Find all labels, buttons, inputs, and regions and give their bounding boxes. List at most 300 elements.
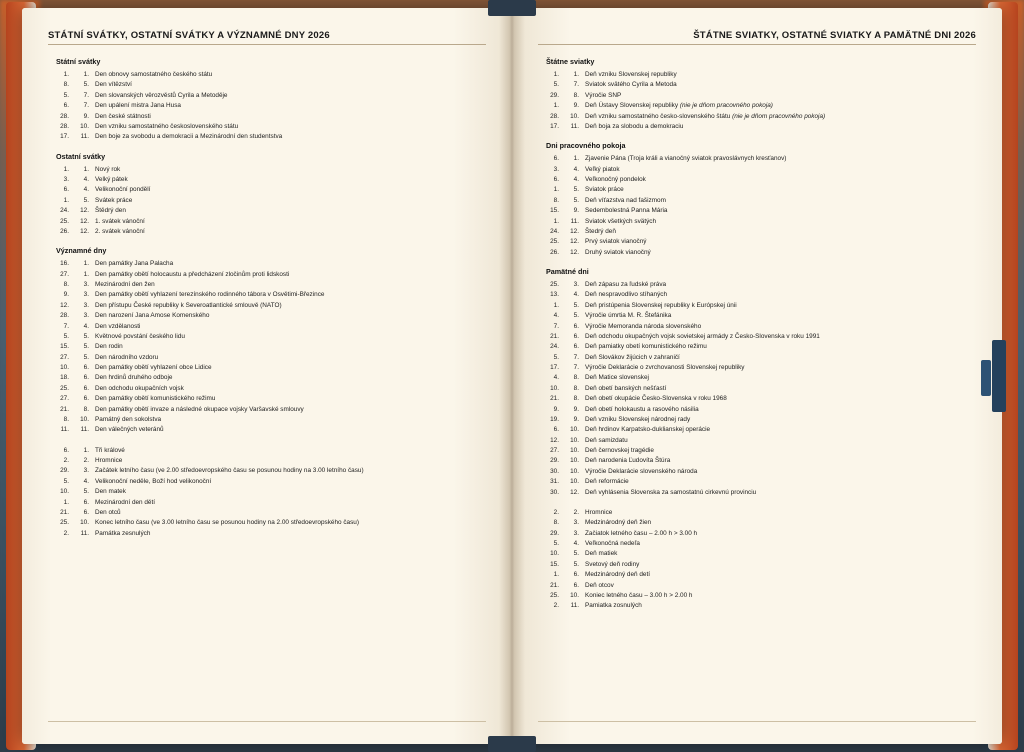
entry-day: 21. <box>60 508 69 516</box>
entry-month: 8. <box>573 395 579 403</box>
entry-month: 12. <box>570 238 579 246</box>
entry-label: Deň víťazstva nad fašizmom <box>585 196 666 204</box>
entry-day: 26. <box>550 248 559 256</box>
entry-label: Hromnice <box>585 508 613 516</box>
right-bottom-divider <box>538 721 976 722</box>
entry-day: 5. <box>63 91 69 99</box>
holiday-entry <box>546 373 976 383</box>
right-page-title: ŠTÁTNE SVIATKY, OSTATNÉ SVIATKY A PAMÄTNÉ DNI 2026 <box>693 30 976 41</box>
holiday-entry <box>56 185 486 195</box>
entry-day: 24. <box>550 227 559 235</box>
entry-label: Den přístupu České republiky k Severoatlantické smlouvě (NATO) <box>95 301 282 309</box>
holiday-entry <box>56 301 486 311</box>
entry-day: 2. <box>553 508 559 516</box>
holiday-entry <box>546 581 976 591</box>
entry-day: 8. <box>63 81 69 89</box>
entry-label: Začátek letního času (ve 2.00 středoevropského času se posunou hodiny na 3.00 letního času) <box>95 467 364 475</box>
entry-day: 6. <box>63 446 69 454</box>
entry-day: 1. <box>553 571 559 579</box>
entry-label: Výročie Deklarácie o zvrchovanosti Slovenskej republiky <box>585 364 745 371</box>
entry-label: Velikonoční pondělí <box>95 186 151 194</box>
entry-label: Mezinárodní den dětí <box>95 498 156 506</box>
entry-month: 2. <box>573 508 579 516</box>
entry-day: 29. <box>60 467 69 475</box>
entry-month: 3. <box>573 281 579 288</box>
holiday-entry <box>546 601 976 611</box>
holiday-entry <box>56 394 486 404</box>
holiday-entry <box>546 384 976 394</box>
entry-day: 26. <box>60 227 69 235</box>
holiday-entry <box>56 165 486 175</box>
entry-month: 3. <box>83 281 89 288</box>
entry-label: Den památky obětí komunistického režimu <box>95 395 216 403</box>
entry-label: Štědrý den <box>95 207 126 215</box>
entry-label: Svátek práce <box>95 196 133 204</box>
entry-month: 10. <box>570 112 579 120</box>
entry-month: 12. <box>570 227 579 235</box>
entry-label: Deň narodenia Ľudovíta Štúra <box>585 457 671 465</box>
holiday-entry <box>546 477 976 487</box>
entry-label: Deň vyhlásenia Slovenska za samostatnú cirkevnú provinciu <box>585 488 757 496</box>
entry-month: 11. <box>570 122 579 130</box>
entry-label: Deň matiek <box>585 550 618 558</box>
left-title-divider <box>48 44 486 45</box>
holiday-entry <box>546 154 976 164</box>
holiday-list <box>56 259 486 435</box>
entry-label: Veľkonočná nedeľa <box>585 540 640 547</box>
holiday-entry <box>546 301 976 311</box>
entry-day: 18. <box>60 374 69 382</box>
entry-day: 1. <box>553 301 559 309</box>
holiday-entry <box>56 270 486 280</box>
entry-month: 5. <box>83 332 89 340</box>
holiday-entry <box>56 196 486 206</box>
entry-day: 31. <box>550 478 559 486</box>
entry-month: 5. <box>83 81 89 89</box>
open-book-pages <box>22 8 1002 744</box>
holiday-entry <box>546 415 976 425</box>
holiday-entry <box>56 280 486 290</box>
entry-day: 15. <box>60 343 69 351</box>
entry-month: 10. <box>570 591 579 599</box>
left-bottom-divider <box>48 721 486 722</box>
section-heading: Dni pracovného pokoja <box>546 141 626 151</box>
entry-label: Deň hrdinov Karpatsko-duklianskej operácie <box>585 426 711 434</box>
entry-day: 8. <box>553 196 559 204</box>
entry-day: 6. <box>553 176 559 183</box>
entry-month: 11. <box>570 217 579 225</box>
entry-label: Veľkonočný pondelok <box>585 176 646 183</box>
entry-month: 1. <box>83 71 89 78</box>
holiday-entry <box>56 122 486 132</box>
entry-day: 8. <box>63 281 69 288</box>
entry-day: 10. <box>60 364 69 371</box>
entry-month: 4. <box>83 322 89 330</box>
entry-label: Den vítězství <box>95 81 132 89</box>
entry-label: Výročie úmrtia M. R. Štefánika <box>585 312 672 320</box>
section-gap <box>538 498 976 508</box>
entry-month: 6. <box>573 581 579 589</box>
holiday-entry <box>56 373 486 383</box>
entry-day: 30. <box>550 467 559 475</box>
entry-label: Hromnice <box>95 457 123 464</box>
entry-label: Den rodin <box>95 343 123 351</box>
holiday-entry <box>546 488 976 498</box>
entry-month: 6. <box>573 343 579 351</box>
holiday-entry <box>546 237 976 247</box>
entry-label: Památka zesnulých <box>95 529 151 537</box>
entry-month: 9. <box>573 102 579 110</box>
entry-day: 15. <box>550 560 559 568</box>
entry-label: Deň otcov <box>585 581 614 589</box>
entry-month: 3. <box>83 312 89 320</box>
entry-label: Medzinárodný deň žien <box>585 519 652 527</box>
entry-month: 3. <box>573 519 579 527</box>
entry-month: 4. <box>573 165 579 173</box>
entry-month: 5. <box>573 301 579 309</box>
holiday-entry <box>56 466 486 476</box>
holiday-entry <box>546 353 976 363</box>
entry-month: 12. <box>570 248 579 256</box>
holiday-entry <box>546 363 976 373</box>
entry-label: Den matek <box>95 488 126 496</box>
holiday-entry <box>546 322 976 332</box>
holiday-entry <box>546 227 976 237</box>
entry-month: 6. <box>573 571 579 579</box>
holiday-entry <box>56 175 486 185</box>
entry-day: 28. <box>550 112 559 120</box>
entry-month: 9. <box>573 405 579 413</box>
entry-label: Deň odchodu okupačných vojsk sovietskej armády z Česko-Slovenska v roku 1991 <box>585 332 820 340</box>
entry-month: 8. <box>83 405 89 413</box>
entry-month: 6. <box>83 395 89 403</box>
holiday-entry <box>56 353 486 363</box>
entry-month: 10. <box>80 122 89 130</box>
entry-day: 21. <box>550 581 559 589</box>
entry-day: 29. <box>550 91 559 99</box>
entry-note: (nie je dňom pracovného pokoja) <box>732 112 826 120</box>
entry-day: 6. <box>63 102 69 110</box>
entry-label: Deň vzniku samostatného česko-slovenského štátu (nie je dňom pracovného pokoja) <box>585 112 826 120</box>
entry-day: 5. <box>553 81 559 89</box>
entry-day: 2. <box>553 602 559 610</box>
holiday-entry <box>546 342 976 352</box>
entry-day: 1. <box>553 186 559 194</box>
entry-label: Sedembolestná Panna Mária <box>585 207 668 215</box>
entry-label: Den české státnosti <box>95 112 151 120</box>
holiday-entry <box>546 467 976 477</box>
entry-day: 6. <box>63 186 69 194</box>
holiday-entry <box>546 446 976 456</box>
entry-month: 7. <box>573 81 579 89</box>
entry-label: Deň nespravodlivo stíhaných <box>585 291 668 299</box>
holiday-entry <box>56 508 486 518</box>
entry-day: 21. <box>60 405 69 413</box>
entry-label: Den odchodu okupačních vojsk <box>95 384 184 392</box>
entry-day: 10. <box>550 550 559 558</box>
entry-label: Den otců <box>95 508 121 516</box>
entry-label: Zjavenie Pána (Troja králi a vianočný sviatok pravoslávnych kresťanov) <box>585 155 787 163</box>
entry-month: 8. <box>573 384 579 392</box>
holiday-entry <box>56 290 486 300</box>
right-title-divider <box>538 44 976 45</box>
holiday-entry <box>546 206 976 216</box>
entry-day: 4. <box>553 374 559 382</box>
entry-month: 7. <box>83 102 89 110</box>
entry-day: 6. <box>553 155 559 163</box>
entry-label: Výročie SNP <box>585 91 622 99</box>
holiday-entry <box>546 217 976 227</box>
holiday-entry <box>546 508 976 518</box>
entry-month: 12. <box>80 217 89 225</box>
entry-label: Prvý sviatok vianočný <box>585 238 647 246</box>
holiday-entry <box>546 122 976 132</box>
entry-day: 1. <box>553 102 559 110</box>
entry-month: 1. <box>83 446 89 454</box>
entry-day: 16. <box>60 260 69 268</box>
entry-day: 21. <box>550 395 559 403</box>
entry-day: 25. <box>60 217 69 225</box>
entry-label: Deň černovskej tragédie <box>585 447 654 454</box>
holiday-entry <box>546 248 976 258</box>
entry-month: 10. <box>570 447 579 454</box>
entry-month: 10. <box>570 467 579 475</box>
section-gap <box>48 436 486 446</box>
entry-label: Den památky Jana Palacha <box>95 260 174 268</box>
entry-month: 6. <box>83 364 89 371</box>
entry-label: Začiatok letného času – 2.00 h > 3.00 h <box>585 529 698 537</box>
holiday-list <box>56 165 486 238</box>
entry-day: 7. <box>63 322 69 330</box>
holiday-entry <box>56 518 486 528</box>
left-page-title: STÁTNÍ SVÁTKY, OSTATNÍ SVÁTKY A VÝZNAMNÉ DNY 2026 <box>48 30 330 41</box>
entry-day: 27. <box>60 395 69 403</box>
entry-label: Výročie Deklarácie slovenského národa <box>585 467 698 475</box>
entry-label: Štedrý deň <box>585 227 616 235</box>
holiday-entry <box>546 290 976 300</box>
holiday-entry <box>56 91 486 101</box>
holiday-entry <box>56 332 486 342</box>
section-heading: Pamätné dni <box>546 267 589 276</box>
entry-day: 1. <box>553 71 559 78</box>
entry-label: Den památky obětí holocaustu a předcházení zločinům proti lidskosti <box>95 270 290 278</box>
holiday-entry <box>546 175 976 185</box>
entry-day: 24. <box>60 207 69 215</box>
holiday-entry <box>546 280 976 290</box>
entry-month: 1. <box>83 165 89 173</box>
entry-month: 3. <box>573 529 579 537</box>
entry-day: 25. <box>60 384 69 392</box>
entry-month: 1. <box>573 155 579 163</box>
entry-month: 6. <box>83 384 89 392</box>
entry-month: 8. <box>573 91 579 99</box>
holiday-entry <box>56 132 486 142</box>
holiday-entry <box>56 405 486 415</box>
entry-label: Koniec letného času – 3.00 h > 2.00 h <box>585 591 693 599</box>
entry-day: 25. <box>60 519 69 527</box>
entry-month: 11. <box>80 426 89 434</box>
entry-month: 4. <box>573 176 579 183</box>
entry-month: 3. <box>83 301 89 309</box>
entry-day: 5. <box>63 477 69 485</box>
holiday-entry <box>56 101 486 111</box>
entry-day: 11. <box>60 426 69 434</box>
holiday-entry <box>546 456 976 466</box>
entry-day: 3. <box>553 165 559 173</box>
entry-day: 12. <box>60 301 69 309</box>
entry-day: 8. <box>63 415 69 423</box>
holiday-entry <box>56 259 486 269</box>
holiday-entry <box>56 425 486 435</box>
entry-month: 7. <box>573 353 579 361</box>
entry-label: 1. svátek vánoční <box>95 217 145 225</box>
holiday-entry <box>546 80 976 90</box>
holiday-entry <box>546 394 976 404</box>
entry-label: Deň obetí banských nešťastí <box>585 384 667 392</box>
entry-note: (nie je dňom pracovného pokoja) <box>679 102 773 110</box>
entry-label: Sviatok všetkých svätých <box>585 217 657 225</box>
holiday-entry <box>546 311 976 321</box>
entry-day: 27. <box>550 447 559 454</box>
holiday-entry <box>546 549 976 559</box>
entry-label: Nový rok <box>95 165 121 173</box>
entry-month: 5. <box>83 196 89 204</box>
holiday-entry <box>56 112 486 122</box>
holiday-entry <box>546 591 976 601</box>
entry-day: 1. <box>63 165 69 173</box>
entry-month: 6. <box>83 508 89 516</box>
entry-label: Den slovanských věrozvěstů Cyrila a Metoděje <box>95 91 228 99</box>
holiday-entry <box>546 425 976 435</box>
holiday-list <box>56 446 486 539</box>
entry-day: 1. <box>63 498 69 506</box>
entry-month: 12. <box>80 207 89 215</box>
entry-label: Den válečných veteránů <box>95 426 164 434</box>
section-heading: Štátne sviatky <box>546 57 595 66</box>
entry-day: 21. <box>550 332 559 340</box>
entry-month: 12. <box>80 227 89 235</box>
holiday-entry <box>546 112 976 122</box>
entry-label: Deň reformácie <box>585 478 629 486</box>
entry-label: Veľký piatok <box>585 165 620 173</box>
entry-day: 24. <box>550 343 559 351</box>
entry-label: Den památky obětí vyhlazení obce Lidice <box>95 364 212 371</box>
section-heading: Významné dny <box>56 246 107 256</box>
entry-day: 1. <box>553 217 559 225</box>
holiday-entry <box>546 196 976 206</box>
entry-label: Velikonoční neděle, Boží hod velikonoční <box>95 477 212 485</box>
entry-day: 17. <box>550 364 559 371</box>
entry-day: 10. <box>550 384 559 392</box>
entry-label: Den památky obětí vyhlazení terezínského rodinného tábora v Osvětimi-Březince <box>95 291 325 299</box>
entry-month: 9. <box>573 415 579 423</box>
entry-day: 5. <box>553 353 559 361</box>
entry-day: 27. <box>60 353 69 361</box>
holiday-entry <box>56 477 486 487</box>
entry-label: Svetový deň rodiny <box>585 560 640 568</box>
entry-month: 4. <box>83 477 89 485</box>
entry-label: Deň boja za slobodu a demokraciu <box>585 122 684 130</box>
entry-day: 30. <box>550 488 559 496</box>
entry-month: 1. <box>573 71 579 78</box>
holiday-list <box>546 70 976 132</box>
holiday-entry <box>546 539 976 549</box>
entry-month: 9. <box>573 207 579 215</box>
entry-label: Den obnovy samostatného českého státu <box>95 71 213 78</box>
holiday-entry <box>56 498 486 508</box>
entry-label: Druhý sviatok vianočný <box>585 248 651 256</box>
entry-month: 4. <box>83 186 89 194</box>
entry-month: 8. <box>573 374 579 382</box>
holiday-entry <box>56 456 486 466</box>
entry-month: 5. <box>573 312 579 320</box>
holiday-entry <box>546 436 976 446</box>
elastic-band <box>992 340 1006 412</box>
entry-label: Velký pátek <box>95 176 128 183</box>
holiday-list <box>546 154 976 258</box>
holiday-entry <box>546 529 976 539</box>
bottom-closure-strap <box>488 736 536 752</box>
entry-label: Den národního vzdoru <box>95 353 159 361</box>
entry-label: Mezinárodní den žen <box>95 281 155 288</box>
entry-day: 28. <box>60 112 69 120</box>
entry-month: 5. <box>573 560 579 568</box>
holiday-entry <box>56 206 486 216</box>
entry-month: 10. <box>570 426 579 434</box>
entry-label: Den památky obětí invaze a následné okupace vojsky Varšavské smlouvy <box>95 405 304 413</box>
holiday-entry <box>56 487 486 497</box>
holiday-entry <box>546 570 976 580</box>
left-page-sections <box>48 57 486 539</box>
entry-label: Den upálení mistra Jana Husa <box>95 102 181 110</box>
entry-month: 5. <box>573 550 579 558</box>
entry-day: 1. <box>63 196 69 204</box>
holiday-entry <box>56 446 486 456</box>
holiday-entry <box>56 217 486 227</box>
holiday-entry <box>56 70 486 80</box>
holiday-entry <box>546 185 976 195</box>
holiday-entry <box>56 311 486 321</box>
holiday-entry <box>56 227 486 237</box>
entry-label: Den boje za svobodu a demokracii a Mezinárodní den studentstva <box>95 133 283 141</box>
entry-month: 10. <box>570 457 579 465</box>
holiday-entry <box>56 80 486 90</box>
entry-label: Konec letního času (ve 3.00 letního času se posunou hodiny na 2.00 středoevropského času) <box>95 519 359 527</box>
top-closure-strap <box>488 0 536 16</box>
entry-month: 12. <box>570 488 579 496</box>
entry-day: 9. <box>63 291 69 299</box>
entry-label: Deň samizdatu <box>585 436 628 444</box>
entry-month: 4. <box>573 540 579 547</box>
entry-month: 4. <box>83 176 89 183</box>
section-heading: Státní svátky <box>56 57 101 66</box>
entry-day: 27. <box>60 270 69 278</box>
holiday-entry <box>56 529 486 539</box>
holiday-entry <box>56 363 486 373</box>
holiday-entry <box>546 518 976 528</box>
entry-day: 25. <box>550 281 559 288</box>
holiday-entry <box>546 332 976 342</box>
holiday-list <box>56 70 486 143</box>
entry-month: 9. <box>83 112 89 120</box>
entry-month: 6. <box>573 332 579 340</box>
entry-label: Deň zápasu za ľudské práva <box>585 281 667 288</box>
holiday-entry <box>546 560 976 570</box>
entry-month: 5. <box>573 196 579 204</box>
entry-day: 29. <box>550 529 559 537</box>
entry-month: 4. <box>573 291 579 299</box>
entry-label: Den vzdělanosti <box>95 322 141 330</box>
